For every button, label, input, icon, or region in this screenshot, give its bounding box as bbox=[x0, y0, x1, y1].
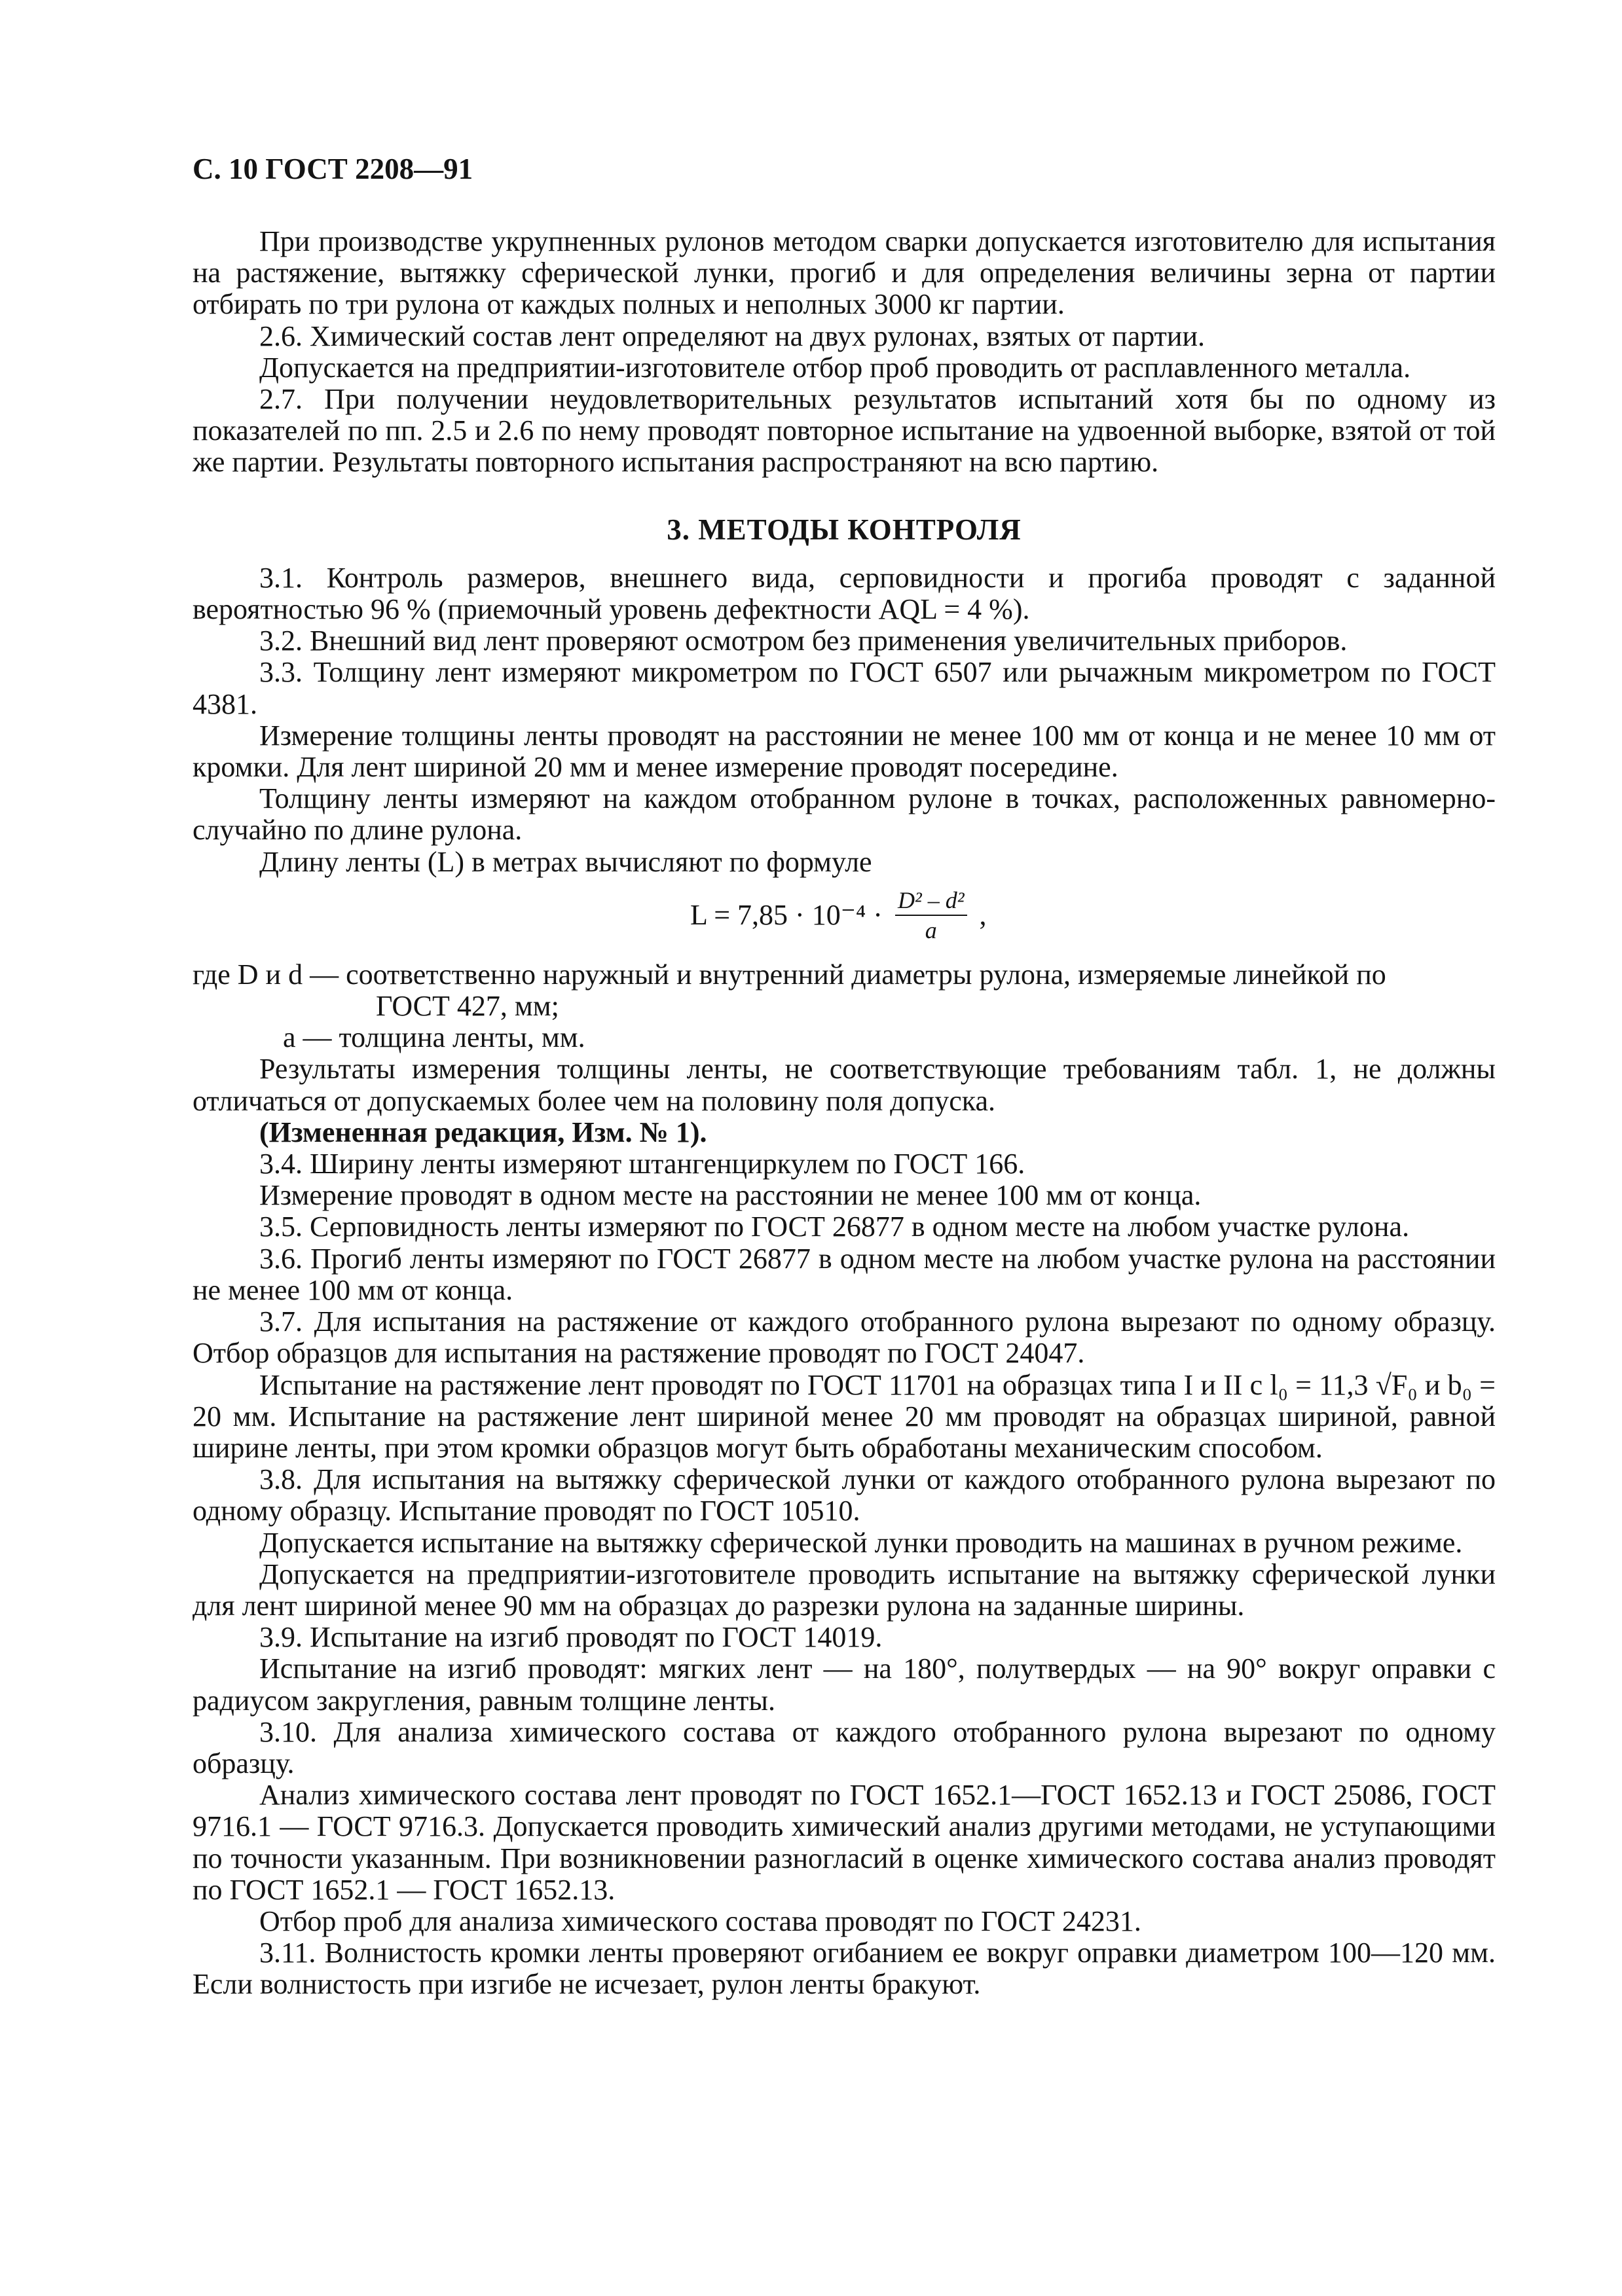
length-formula bbox=[193, 881, 1496, 953]
amendment-note: (Измененная редакция, Изм. № 1). bbox=[259, 1116, 707, 1148]
paragraph: 3.10. Для анализа химического состава от каждого отобранного рулона вырезают по одному образцу. bbox=[193, 1715, 1496, 1779]
paragraph: 3.4. Ширину ленты измеряют штангенциркулем по ГОСТ 166. bbox=[259, 1148, 1025, 1180]
paragraph: Длину ленты (L) в метрах вычисляют по формуле bbox=[259, 845, 872, 878]
paragraph: 2.7. При получении неудовлетворительных результатов испытаний хотя бы по одному из показателей по пп. 2.5 и 2.6 по нему проводят повторное испытание на удвоенной выборке, взятой от той же партии. Результаты повторного испытания распространяют на всю партию. bbox=[193, 383, 1496, 479]
paragraph: 3.7. Для испытания на растяжение от каждого отобранного рулона вырезают по одному образцу. Отбор образцов для испытания на растяжение проводят по ГОСТ 24047. bbox=[193, 1305, 1496, 1370]
paragraph: Допускается на предприятии-изготовителе проводить испытание на вытяжку сферической лунки для лент шириной менее 90 мм на образцах до разрезки рулона на заданные ширины. bbox=[193, 1558, 1496, 1622]
paragraph: Допускается на предприятии-изготовителе отбор проб проводить от расплавленного металла. bbox=[259, 351, 1411, 384]
formula-lhs: L = 7,85 · 10⁻⁴ · bbox=[690, 898, 883, 931]
paragraph: 3.9. Испытание на изгиб проводят по ГОСТ 14019. bbox=[259, 1621, 883, 1654]
spacer bbox=[193, 2001, 1496, 2007]
paragraph: 2.6. Химический состав лент определяют на двух рулонах, взятых от партии. bbox=[259, 319, 1205, 352]
paragraph: 3.8. Для испытания на вытяжку сферической лунки от каждого отобранного рулона вырезают по одному образцу. Испытание проводят по ГОСТ 10510. bbox=[193, 1463, 1496, 1527]
paragraph: Испытание на растяжение лент проводят по ГОСТ 11701 на образцах типа I и II с l₀ = 11,3 √F₀ и b₀ = 20 мм. Испытание на растяжение лент шириной менее 20 мм проводят на образцах шириной, равной ширине ленты, при этом кромки образцов могут быть обработаны механическим способом. bbox=[193, 1368, 1496, 1464]
paragraph: Толщину ленты измеряют на каждом отобранном рулоне в точках, расположенных равномерно-случайно по длине рулона. bbox=[193, 782, 1496, 847]
document-body bbox=[193, 226, 1496, 2007]
paragraph: Анализ химического состава лент проводят по ГОСТ 1652.1—ГОСТ 1652.13 и ГОСТ 25086, ГОСТ 9716.1 — ГОСТ 9716.3. Допускается проводить химический анализ другими методами, не уступающими по точности указанным. При возникновении разногласий в оценке химического состава анализ проводят по ГОСТ 1652.1 — ГОСТ 1652.13. bbox=[193, 1779, 1496, 1906]
page-header: С. 10 ГОСТ 2208—91 bbox=[193, 153, 473, 185]
where-line-3: a — толщина ленты, мм. bbox=[283, 1021, 585, 1054]
paragraph: 3.1. Контроль размеров, внешнего вида, серповидности и прогиба проводят с заданной вероятностью 96 % (приемочный уровень дефектности AQL = 4 %). bbox=[193, 561, 1496, 626]
paragraph: Испытание на изгиб проводят: мягких лент — на 180°, полутвердых — на 90° вокруг оправки с радиусом закругления, равным толщине ленты. bbox=[193, 1652, 1496, 1717]
paragraph: 3.3. Толщину лент измеряют микрометром по ГОСТ 6507 или рычажным микрометром по ГОСТ 4381. bbox=[193, 656, 1496, 720]
where-line-2: ГОСТ 427, мм; bbox=[376, 990, 559, 1023]
paragraph: 3.11. Волнистость кромки ленты проверяют огибанием ее вокруг оправки диаметром 100—120 мм. Если волнистость при изгибе не исчезает, рулон ленты бракуют. bbox=[193, 1937, 1496, 2001]
paragraph: Допускается испытание на вытяжку сферической лунки проводить на машинах в ручном режиме. bbox=[259, 1526, 1463, 1559]
section-title: 3. МЕТОДЫ КОНТРОЛЯ bbox=[667, 513, 1022, 546]
paragraph: Отбор проб для анализа химического состава проводят по ГОСТ 24231. bbox=[259, 1904, 1141, 1937]
paragraph: 3.6. Прогиб ленты измеряют по ГОСТ 26877 в одном месте на любом участке рулона на расстоянии не менее 100 мм от конца. bbox=[193, 1242, 1496, 1306]
paragraph: 3.5. Серповидность ленты измеряют по ГОСТ 26877 в одном месте на любом участке рулона. bbox=[259, 1211, 1410, 1243]
paragraph: При производстве укрупненных рулонов методом сварки допускается изготовителю для испытания на растяжение, вытяжку сферической лунки, прогиб и для определения величины зерна от партии отбирать по три рулона от каждых полных и неполных 3000 кг партии. bbox=[193, 225, 1496, 321]
formula-numerator: D² – d² bbox=[897, 886, 965, 913]
paragraph: Измерение толщины ленты проводят на расстоянии не менее 100 мм от конца и не менее 10 мм от кромки. Для лент шириной 20 мм и менее измерение проводят посередине. bbox=[193, 719, 1496, 784]
formula-tail: , bbox=[979, 898, 987, 931]
formula-fraction bbox=[895, 886, 967, 945]
formula-denominator: a bbox=[925, 917, 937, 943]
paragraph: 3.2. Внешний вид лент проверяют осмотром без применения увеличительных приборов. bbox=[259, 625, 1348, 657]
paragraph: Измерение проводят в одном месте на расстоянии не менее 100 мм от конца. bbox=[259, 1179, 1202, 1212]
where-line-1: где D и d — соответственно наружный и внутренний диаметры рулона, измеряемые линейкой по bbox=[193, 958, 1386, 991]
paragraph: Результаты измерения толщины ленты, не соответствующие требованиям табл. 1, не должны отличаться от допускаемых более чем на половину поля допуска. bbox=[193, 1053, 1496, 1117]
